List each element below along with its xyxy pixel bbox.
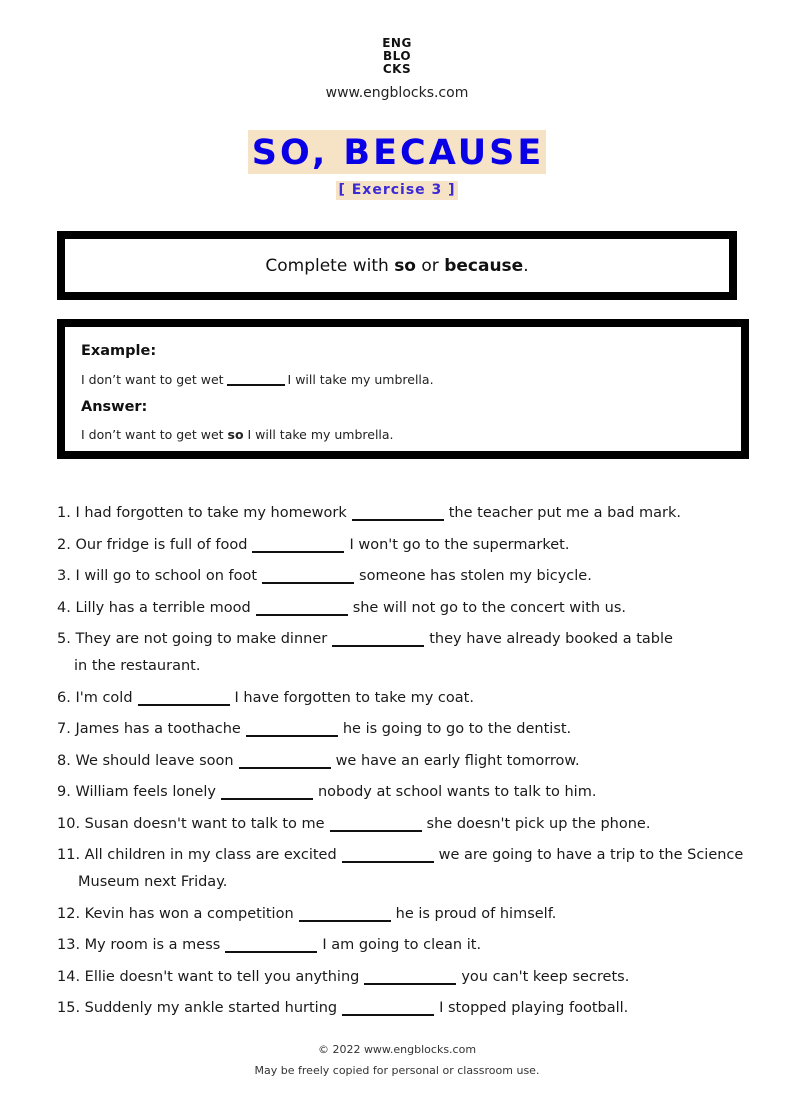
exercise-line: [57, 537, 569, 553]
example-after: I will take my umbrella.: [287, 372, 434, 387]
answer-blank[interactable]: [342, 847, 434, 863]
exercise-item: [57, 782, 596, 802]
exercise-item: [57, 719, 571, 739]
exercise-item: [57, 688, 474, 708]
exercise-item: [57, 503, 681, 523]
exercise-text-before: Our fridge is full of food: [75, 537, 248, 553]
exercise-text-after: we are going to have a trip to the Science: [438, 847, 744, 863]
exercise-number: 9.: [57, 784, 71, 800]
exercise-text-before: I will go to school on foot: [75, 568, 258, 584]
answer-blank[interactable]: [225, 937, 317, 953]
exercise-line: [57, 505, 681, 521]
instruction-suffix: .: [523, 255, 529, 276]
exercise-line: [57, 631, 673, 647]
logo-line: BLO: [382, 49, 412, 63]
example-box: [57, 319, 749, 459]
exercise-text-before: James has a toothache: [75, 721, 241, 737]
exercise-number: 4.: [57, 600, 71, 616]
answer-word: so: [227, 427, 244, 442]
instruction-box: [57, 231, 737, 300]
exercise-item: [57, 998, 628, 1018]
logo-line: CKS: [382, 62, 412, 76]
exercise-line: [57, 600, 626, 616]
answer-before: I don’t want to get wet: [81, 427, 228, 442]
exercise-number: 3.: [57, 568, 71, 584]
title-wrapper: [0, 130, 794, 174]
exercise-number: 6.: [57, 690, 71, 706]
answer-blank[interactable]: [330, 816, 422, 832]
footer-license: May be freely copied for personal or classroom use.: [254, 1064, 540, 1077]
answer-blank[interactable]: [262, 568, 354, 584]
exercise-text-after: she will not go to the concert with us.: [352, 600, 627, 616]
exercise-item: [57, 814, 650, 834]
exercise-text-before: We should leave soon: [75, 753, 234, 769]
exercise-text-before: William feels lonely: [75, 784, 216, 800]
exercise-line: [57, 721, 571, 737]
instruction-text: [265, 256, 528, 276]
exercise-text-after: she doesn't pick up the phone.: [426, 816, 651, 832]
exercise-continuation: in the restaurant.: [74, 658, 201, 674]
exercise-line: [57, 937, 481, 953]
exercise-item: [57, 598, 626, 618]
answer-blank[interactable]: [252, 537, 344, 553]
exercise-number: 14.: [57, 969, 81, 985]
instruction-word-because: because: [444, 255, 524, 276]
exercise-text-before: Suddenly my ankle started hurting: [84, 1000, 338, 1016]
example-blank: [227, 372, 285, 386]
exercise-item: [57, 845, 743, 892]
answer-blank[interactable]: [299, 906, 391, 922]
exercise-item: [57, 935, 481, 955]
exercise-line: [57, 753, 580, 769]
exercise-text-before: All children in my class are excited: [84, 847, 337, 863]
exercise-line: [57, 906, 556, 922]
exercise-item: [57, 535, 569, 555]
answer-blank[interactable]: [332, 631, 424, 647]
answer-blank[interactable]: [342, 1000, 434, 1016]
answer-blank[interactable]: [364, 969, 456, 985]
answer-sentence: [81, 427, 394, 442]
exercise-item: [57, 967, 629, 987]
exercise-continuation: Museum next Friday.: [78, 874, 228, 890]
exercise-text-before: Susan doesn't want to talk to me: [84, 816, 325, 832]
exercise-line: [57, 568, 592, 584]
answer-blank[interactable]: [239, 753, 331, 769]
exercise-text-after: I stopped playing football.: [439, 1000, 629, 1016]
exercise-text-after: the teacher put me a bad mark.: [448, 505, 682, 521]
answer-blank[interactable]: [352, 505, 444, 521]
exercise-text-after: someone has stolen my bicycle.: [359, 568, 592, 584]
example-label: Example:: [81, 343, 157, 359]
answer-blank[interactable]: [138, 690, 230, 706]
exercise-line: [57, 1000, 628, 1016]
exercise-number: 2.: [57, 537, 71, 553]
exercise-text-after: I am going to clean it.: [322, 937, 482, 953]
exercise-text-before: Ellie doesn't want to tell you anything: [84, 969, 360, 985]
exercise-number: 7.: [57, 721, 71, 737]
exercise-text-before: My room is a mess: [84, 937, 221, 953]
example-sentence: [81, 372, 434, 387]
exercise-item: [57, 629, 673, 676]
exercise-item: [57, 904, 556, 924]
answer-blank[interactable]: [221, 784, 313, 800]
exercise-text-after: I won't go to the supermarket.: [349, 537, 570, 553]
exercise-number: 8.: [57, 753, 71, 769]
exercise-line: [57, 690, 474, 706]
footer-copyright: © 2022 www.engblocks.com: [317, 1043, 477, 1056]
exercise-text-after: he is going to go to the dentist.: [342, 721, 572, 737]
exercise-number: 5.: [57, 631, 71, 647]
exercise-text-before: Lilly has a terrible mood: [75, 600, 251, 616]
exercise-number: 13.: [57, 937, 81, 953]
answer-label: Answer:: [81, 399, 148, 415]
exercise-text-after: they have already booked a table: [429, 631, 673, 647]
exercise-number: 15.: [57, 1000, 81, 1016]
exercise-number: 10.: [57, 816, 81, 832]
exercise-text-before: I'm cold: [75, 690, 133, 706]
instruction-word-so: so: [394, 255, 416, 276]
exercise-text-before: Kevin has won a competition: [84, 906, 294, 922]
exercise-line: [57, 847, 743, 863]
exercise-text-after: you can't keep secrets.: [461, 969, 630, 985]
exercise-item: [57, 566, 592, 586]
exercise-item: [57, 751, 580, 771]
exercise-text-after: nobody at school wants to talk to him.: [317, 784, 597, 800]
exercise-line: [57, 816, 650, 832]
example-before: I don’t want to get wet: [81, 372, 224, 387]
exercise-text-before: I had forgotten to take my homework: [75, 505, 347, 521]
exercise-number: 1.: [57, 505, 71, 521]
answer-after: I will take my umbrella.: [243, 427, 394, 442]
instruction-middle: or: [416, 255, 445, 276]
logo: [0, 37, 794, 76]
subtitle-wrapper: [0, 179, 794, 200]
exercise-number: 11.: [57, 847, 81, 863]
instruction-prefix: Complete with: [265, 255, 395, 276]
page-title: SO, BECAUSE: [248, 130, 547, 174]
exercise-text-before: They are not going to make dinner: [75, 631, 328, 647]
exercise-line: [57, 784, 596, 800]
exercise-text-after: he is proud of himself.: [395, 906, 557, 922]
exercise-text-after: I have forgotten to take my coat.: [234, 690, 474, 706]
website-link[interactable]: www.engblocks.com: [325, 85, 469, 101]
answer-blank[interactable]: [256, 600, 348, 616]
answer-blank[interactable]: [246, 721, 338, 737]
exercise-text-after: we have an early flight tomorrow.: [335, 753, 580, 769]
exercise-subtitle: [ Exercise 3 ]: [338, 182, 456, 198]
exercise-number: 12.: [57, 906, 81, 922]
logo-line: ENG: [382, 36, 412, 50]
exercise-line: [57, 969, 629, 985]
